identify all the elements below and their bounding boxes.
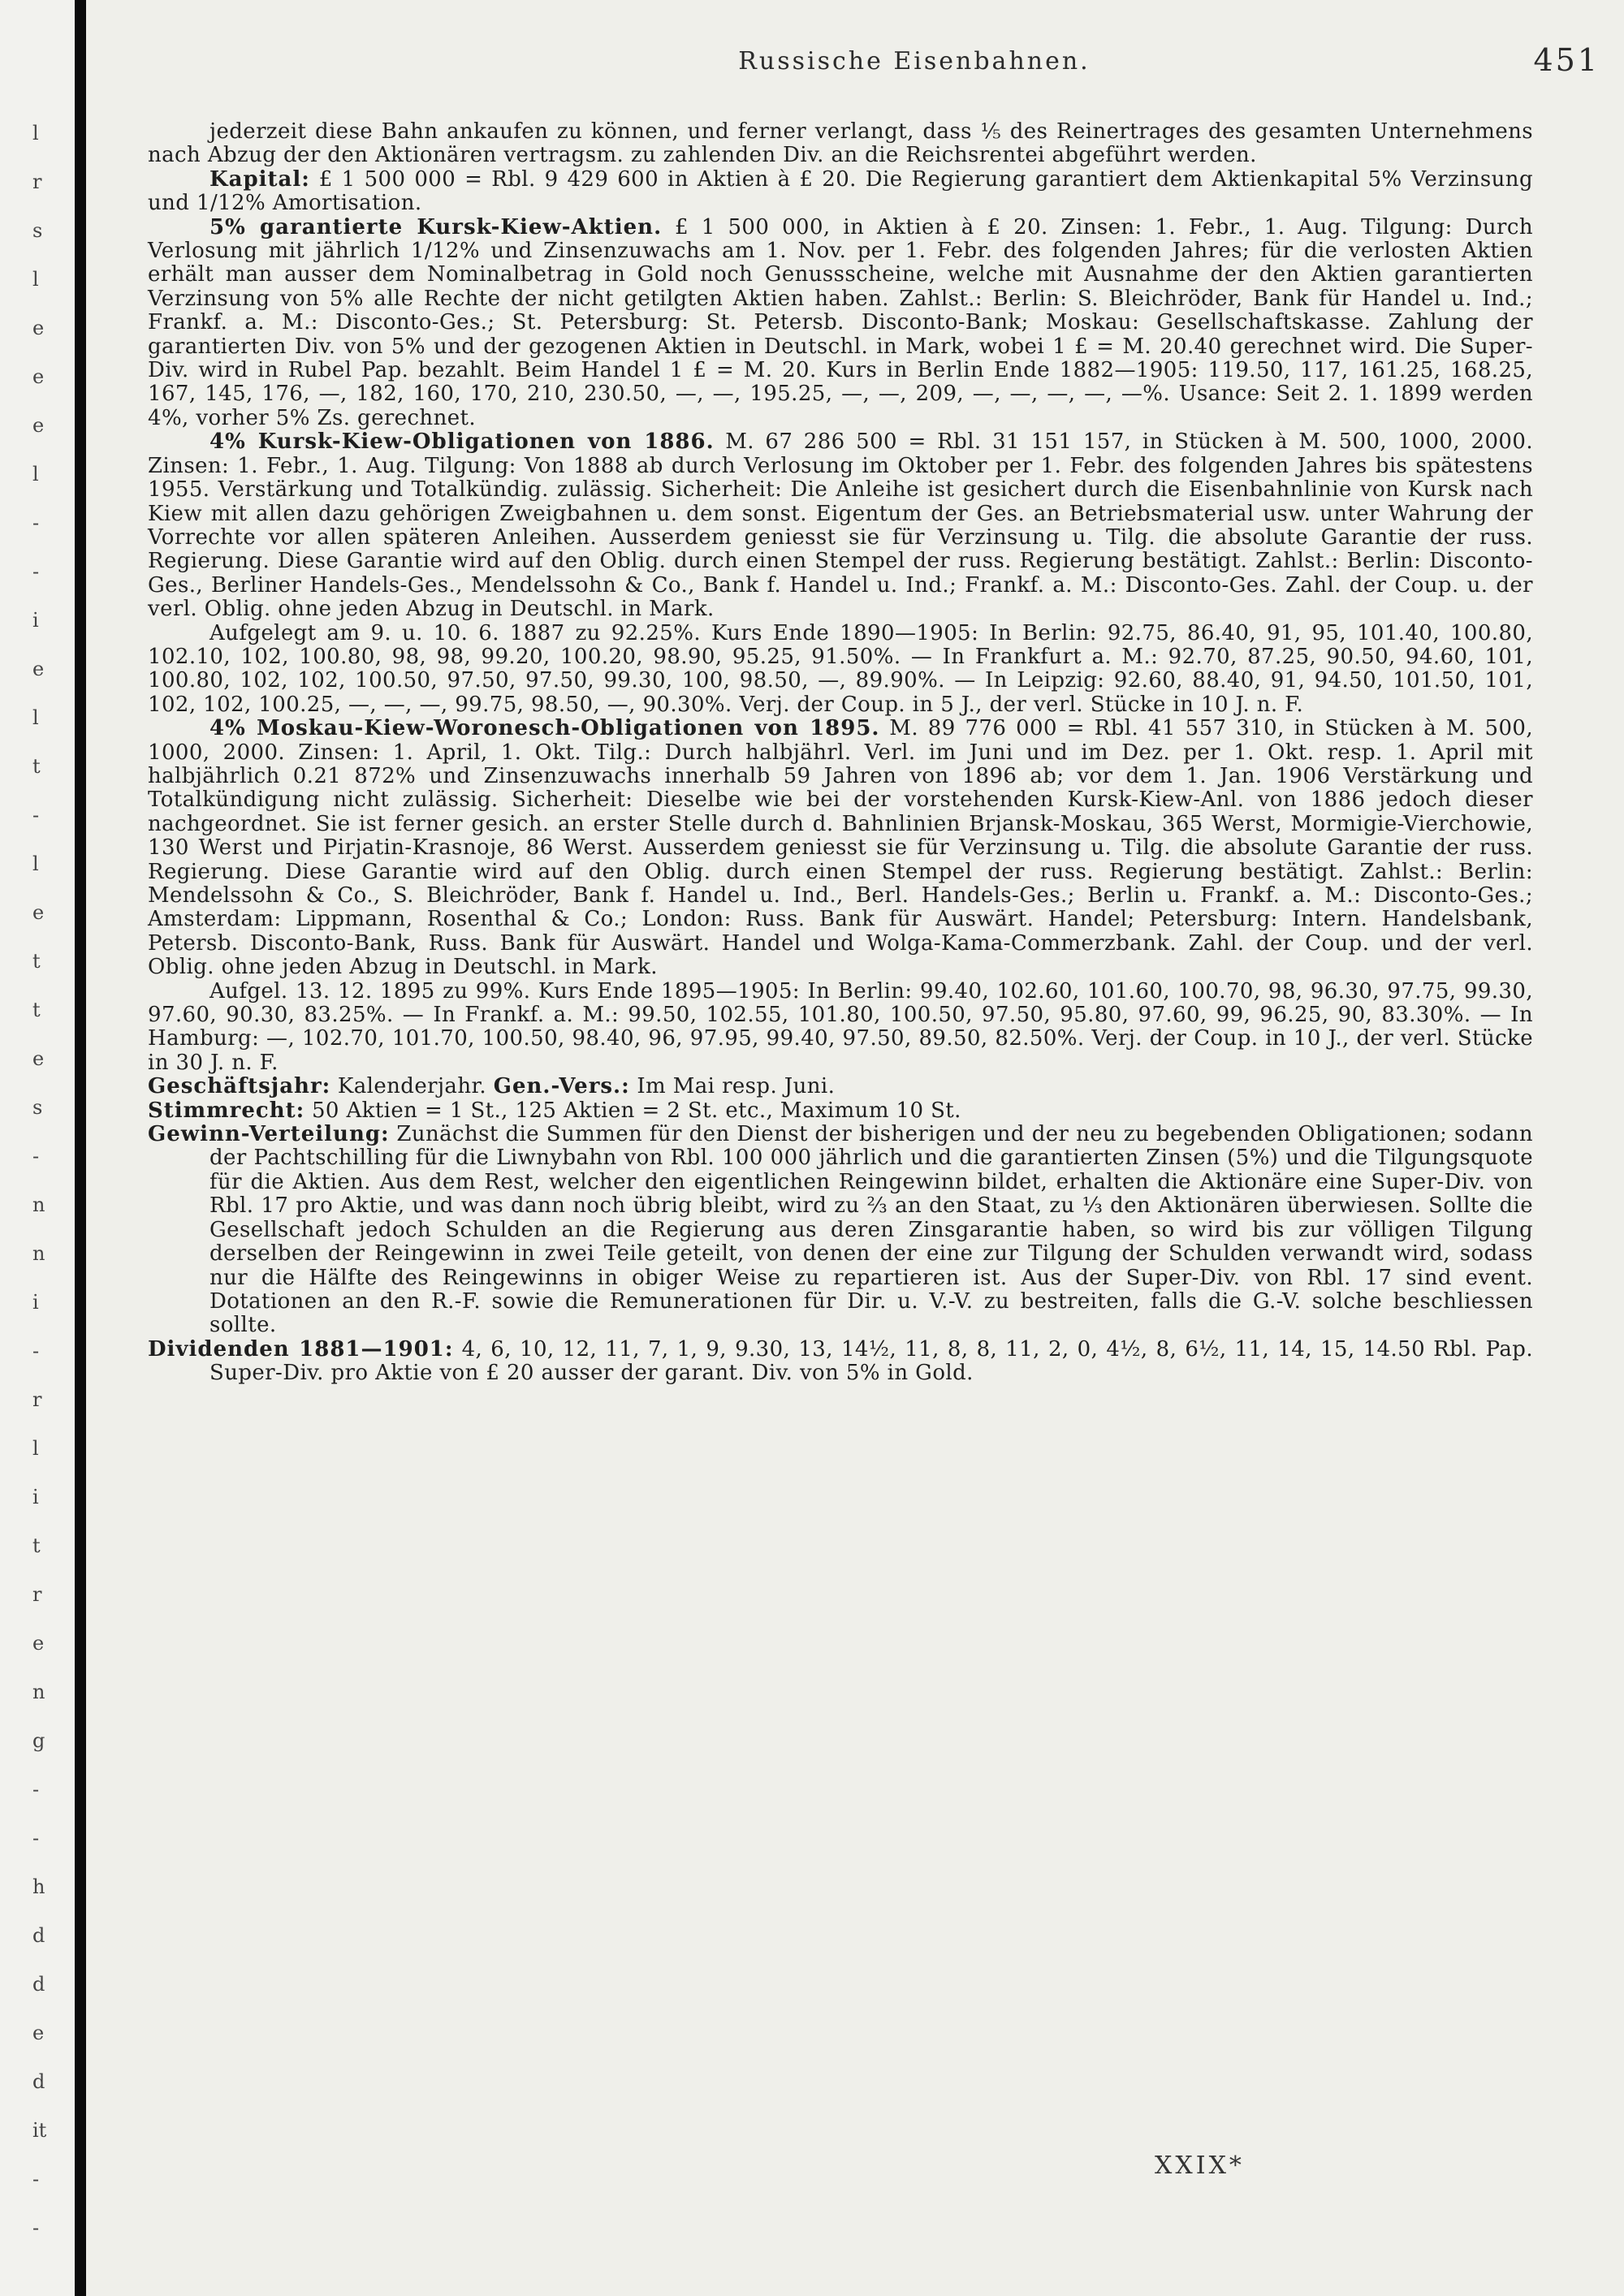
edge-character: i bbox=[32, 1486, 39, 1508]
edge-character: t bbox=[32, 1534, 41, 1557]
edge-character: e bbox=[32, 1047, 45, 1070]
paragraph-geschaeftsjahr bbox=[148, 1075, 1533, 1098]
edge-character: - bbox=[32, 2168, 40, 2190]
paragraph-gewinn-verteilung bbox=[148, 1123, 1533, 1338]
paragraph-kursk-kiew-aktien bbox=[148, 216, 1533, 431]
paragraph-aufgelegt-1895 bbox=[148, 980, 1533, 1076]
edge-character: l bbox=[32, 706, 39, 729]
paragraph-text: jederzeit diese Bahn ankaufen zu können, und ferner verlangt, dass ⅕ des Reinertrages des gesamten Unternehmens nach Abzug der den Aktionären vertragsm. zu zahlenden Div. an die Reichsrentei abgeführt werden. bbox=[148, 119, 1533, 168]
edge-character: e bbox=[32, 901, 45, 924]
paragraph-text: 50 Aktien = 1 St., 125 Aktien = 2 St. etc., Maximum 10 St. bbox=[311, 1098, 961, 1123]
page-number: 451 bbox=[1533, 42, 1600, 78]
edge-character: d bbox=[32, 1924, 45, 1947]
edge-character: e bbox=[32, 414, 45, 437]
paragraph-stimmrecht bbox=[148, 1099, 1533, 1123]
edge-character: it bbox=[32, 2119, 47, 2142]
edge-character: e bbox=[32, 658, 45, 680]
paragraph-text: Kalenderjahr. bbox=[337, 1074, 487, 1099]
edge-character: r bbox=[32, 1583, 42, 1606]
adjacent-page-edge bbox=[0, 0, 75, 2296]
edge-character: h bbox=[32, 1875, 45, 1898]
body-text bbox=[148, 120, 1533, 1386]
section-heading: 5% garantierte Kursk-Kiew-Aktien. bbox=[209, 214, 663, 240]
paragraph-kapital bbox=[148, 168, 1533, 216]
edge-character: - bbox=[32, 511, 40, 534]
edge-character: - bbox=[32, 804, 40, 826]
edge-character: d bbox=[32, 1973, 45, 1996]
edge-character: l bbox=[32, 268, 39, 291]
edge-character: t bbox=[32, 950, 41, 973]
book-gutter bbox=[75, 0, 86, 2296]
paragraph-text: Im Mai resp. Juni. bbox=[637, 1074, 836, 1099]
paragraph-intro bbox=[148, 120, 1533, 168]
edge-character: l bbox=[32, 463, 39, 486]
paragraph-text: Aufgel. 13. 12. 1895 zu 99%. Kurs Ende 1895—1905: In Berlin: 99.40, 102.60, 101.60, 100.70, 98, 96.30, 97.75, 99.30, 97.60, 90.30, 83.25%. — In Frankf. a. M.: 99.50, 102.55, 101.80, 100.50, 97.50, 95.80, 97.60, 99, 96.25, 90, 83.30%. — In Hamburg: —, 102.70, 101.70, 100.50, 98.40, 96, 97.95, 99.40, 97.50, 89.50, 82.50%. Verj. der Coup. in 10 J., der verl. Stücke in 30 J. n. F. bbox=[148, 978, 1533, 1075]
edge-character: n bbox=[32, 1193, 45, 1216]
edge-character: - bbox=[32, 1778, 40, 1801]
edge-character: e bbox=[32, 2022, 45, 2044]
edge-character: n bbox=[32, 1681, 45, 1703]
edge-character: e bbox=[32, 365, 45, 388]
edge-character: s bbox=[32, 219, 43, 242]
edge-character: e bbox=[32, 1632, 45, 1655]
paragraph-text: 4, 6, 10, 12, 11, 7, 1, 9, 9.30, 13, 14½, 11, 8, 8, 11, 2, 0, 4½, 8, 6½, 11, 14, 15, 14.50 Rbl. Pap. Super-Div. pro Aktie von £ 20 ausser der garant. Div. von 5% in Gold. bbox=[209, 1336, 1533, 1386]
edge-character: l bbox=[32, 122, 39, 145]
section-heading: 4% Moskau-Kiew-Woronesch-Obligationen von 1895. bbox=[209, 716, 880, 741]
paragraph-text: M. 89 776 000 = Rbl. 41 557 310, in Stücken à M. 500, 1000, 2000. Zinsen: 1. April, 1. Okt. Tilg.: Durch halbjährl. Verl. im Juni und im Dez. per 1. Okt. resp. 1. April mit halbjährlich 0.21 872% und Zinsenzuwachs innerhalb 59 Jahren von 1896 ab; vor dem 1. Jan. 1906 Verstärkung und Totalkündigung nicht zulässig. Sicherheit: Dieselbe wie bei der vorstehenden Kursk-Kiew-Anl. von 1886 jedoch dieser nachgeordnet. Sie ist ferner gesich. an erster Stelle durch d. Bahnlinien Brjansk-Moskau, 365 Werst, Mormigie-Vierchowie, 130 Werst und Pirjatin-Krasnoje, 86 Werst. Ausserdem geniesst sie für Verzinsung u. Tilg. die absolute Garantie der russ. Regierung. Diese Garantie wird auf den Oblig. durch einen Stempel der russ. Regierung bestätigt. Zahlst.: Berlin: Mendelssohn & Co., S. Bleichröder, Bank f. Handel u. Ind., Berl. Handels-Ges.; Berlin u. Frankf. a. M.: Disconto-Ges.; Amsterdam: Lippmann, Rosenthal & Co.; London: Russ. Bank für Auswärt. Handel; Petersburg: Intern. Handelsbank, Petersb. Disconto-Bank, Russ. Bank für Auswärt. Handel und Wolga-Kama-Commerzbank. Zahl. der Coup. und der verl. Oblig. ohne jeden Abzug in Deutschl. in Mark. bbox=[148, 716, 1533, 980]
section-heading: Gewinn-Verteilung: bbox=[148, 1122, 390, 1147]
edge-character: t bbox=[32, 999, 41, 1021]
edge-character: - bbox=[32, 560, 40, 583]
section-heading: 4% Kursk-Kiew-Obligationen von 1886. bbox=[209, 429, 715, 455]
section-heading: Stimmrecht: bbox=[148, 1098, 305, 1123]
edge-character: - bbox=[32, 1145, 40, 1167]
section-heading: Kapital: bbox=[209, 166, 310, 192]
edge-character: l bbox=[32, 852, 39, 875]
edge-character: d bbox=[32, 2070, 45, 2093]
edge-character: i bbox=[32, 609, 39, 632]
section-heading: Geschäftsjahr: bbox=[148, 1074, 331, 1099]
paragraph-text: Zunächst die Summen für den Dienst der bisherigen und der neu zu begebenden Obligationen; sodann der Pachtschilling für die Liwnybahn von Rbl. 100 000 jährlich und die garantierten Zinsen (5%) und die Tilgungsquote für die Aktien. Aus dem Rest, welcher den eigentlichen Reingewinn bildet, erhalten die Aktionäre eine Super-Div. von Rbl. 17 pro Aktie, und was dann noch übrig bleibt, wird zu ⅔ an den Staat, zu ⅓ den Aktionären überwiesen. Sollte die Gesellschaft jedoch Schulden an die Regierung aus deren Zinsgarantie haben, so wird bis zur völligen Tilgung derselben der Reingewinn in zwei Teile geteilt, von denen der eine zur Tilgung der Schulden verwandt wird, sodass nur die Hälfte des Reingewinns in obiger Weise zu repartieren ist. Aus der Super-Div. von Rbl. 17 sind event. Dotationen an den R.-F. sowie die Remunerationen für Dir. u. V.-V. zu bestreiten, falls die G.-V. solche beschliessen sollte. bbox=[209, 1122, 1533, 1338]
paragraph-moskau-kiew-woronesch bbox=[148, 717, 1533, 979]
document-page bbox=[86, 0, 1624, 2296]
edge-character: t bbox=[32, 755, 41, 778]
edge-character: g bbox=[32, 1729, 45, 1752]
section-heading: Gen.-Vers.: bbox=[493, 1074, 630, 1099]
section-heading: Dividenden 1881—1901: bbox=[148, 1336, 454, 1362]
running-title: Russische Eisenbahnen. bbox=[738, 47, 1091, 76]
edge-character: n bbox=[32, 1242, 45, 1265]
edge-character: l bbox=[32, 1437, 39, 1460]
edge-character: - bbox=[32, 1340, 40, 1362]
paragraph-text: Aufgelegt am 9. u. 10. 6. 1887 zu 92.25%. Kurs Ende 1890—1905: In Berlin: 92.75, 86.40, 91, 95, 101.40, 100.80, 102.10, 102, 100.80, 98, 98, 99.20, 100.20, 98.90, 95.25, 91.50%. — In Frankfurt a. M.: 92.70, 87.25, 90.50, 94.60, 101, 100.80, 102, 102, 100.50, 97.50, 97.50, 99.30, 100, 98.50, —, 89.90%. — In Leipzig: 92.60, 88.40, 91, 94.50, 101.50, 101, 102, 102, 100.25, —, —, —, 99.75, 98.50, —, 90.30%. Verj. der Coup. in 5 J., der verl. Stücke in 10 J. n. F. bbox=[148, 620, 1533, 717]
paragraph-text: M. 67 286 500 = Rbl. 31 151 157, in Stücken à M. 500, 1000, 2000. Zinsen: 1. Febr., 1. Aug. Tilgung: Von 1888 ab durch Verlosung im Oktober per 1. Febr. des folgenden Jahres bis spätestens 1955. Verstärkung und Totalkündig. zulässig. Sicherheit: Die Anleihe ist gesichert durch die Eisenbahnlinie von Kursk nach Kiew mit allen dazu gehörigen Zweigbahnen u. dem sonst. Eigentum der Ges. an Betriebsmaterial usw. unter Wahrung der Vorrechte vor allen späteren Anleihen. Ausserdem geniesst sie für Verzinsung u. Tilg. die absolute Garantie der russ. Regierung. Diese Garantie wird auf den Oblig. durch einen Stempel der russ. Regierung bestätigt. Zahlst.: Berlin: Disconto-Ges., Berliner Handels-Ges., Mendelssohn & Co., Bank f. Handel u. Ind.; Frankf. a. M.: Disconto-Ges. Zahl. der Coup. u. der verl. Oblig. ohne jeden Abzug in Deutschl. in Mark. bbox=[148, 429, 1533, 622]
edge-character: r bbox=[32, 1388, 42, 1411]
sheet-signature: XXIX* bbox=[1155, 2151, 1245, 2180]
paragraph-dividenden bbox=[148, 1338, 1533, 1386]
edge-character: r bbox=[32, 170, 42, 193]
edge-character: s bbox=[32, 1096, 43, 1119]
paragraph-text: £ 1 500 000 = Rbl. 9 429 600 in Aktien à £ 20. Die Regierung garantiert dem Aktienkapital 5% Verzinsung und 1/12% Amortisation. bbox=[148, 166, 1533, 216]
edge-character: - bbox=[32, 2216, 40, 2239]
paragraph-aufgelegt-1887 bbox=[148, 622, 1533, 718]
paragraph-kursk-kiew-obligationen bbox=[148, 430, 1533, 621]
edge-character: e bbox=[32, 317, 45, 339]
paragraph-text: £ 1 500 000, in Aktien à £ 20. Zinsen: 1. Febr., 1. Aug. Tilgung: Durch Verlosung mit jährlich 1/12% und Zinsenzuwachs am 1. Nov. per 1. Febr. des folgenden Jahres; für die verlosten Aktien erhält man ausser dem Nominalbetrag in Gold noch Genussscheine, welche mit Ausnahme der den Aktien garantierten Verzinsung von 5% alle Rechte der nicht getilgten Aktien haben. Zahlst.: Berlin: S. Bleichröder, Bank für Handel u. Ind.; Frankf. a. M.: Disconto-Ges.; St. Petersburg: St. Petersb. Disconto-Bank; Moskau: Gesellschaftskasse. Zahlung der garantierten Div. von 5% und der gezogenen Aktien in Deutschl. in Mark, wobei 1 £ = M. 20.40 gerechnet wird. Die Super-Div. wird in Rubel Pap. bezahlt. Beim Handel 1 £ = M. 20. Kurs in Berlin Ende 1882—1905: 119.50, 117, 161.25, 168.25, 167, 145, 176, —, 182, 160, 170, 210, 230.50, —, —, 195.25, —, —, 209, —, —, —, —, —%. Usance: Seit 2. 1. 1899 werden 4%, vorher 5% Zs. gerechnet. bbox=[148, 214, 1533, 430]
edge-character: i bbox=[32, 1291, 39, 1314]
edge-character: - bbox=[32, 1827, 40, 1849]
